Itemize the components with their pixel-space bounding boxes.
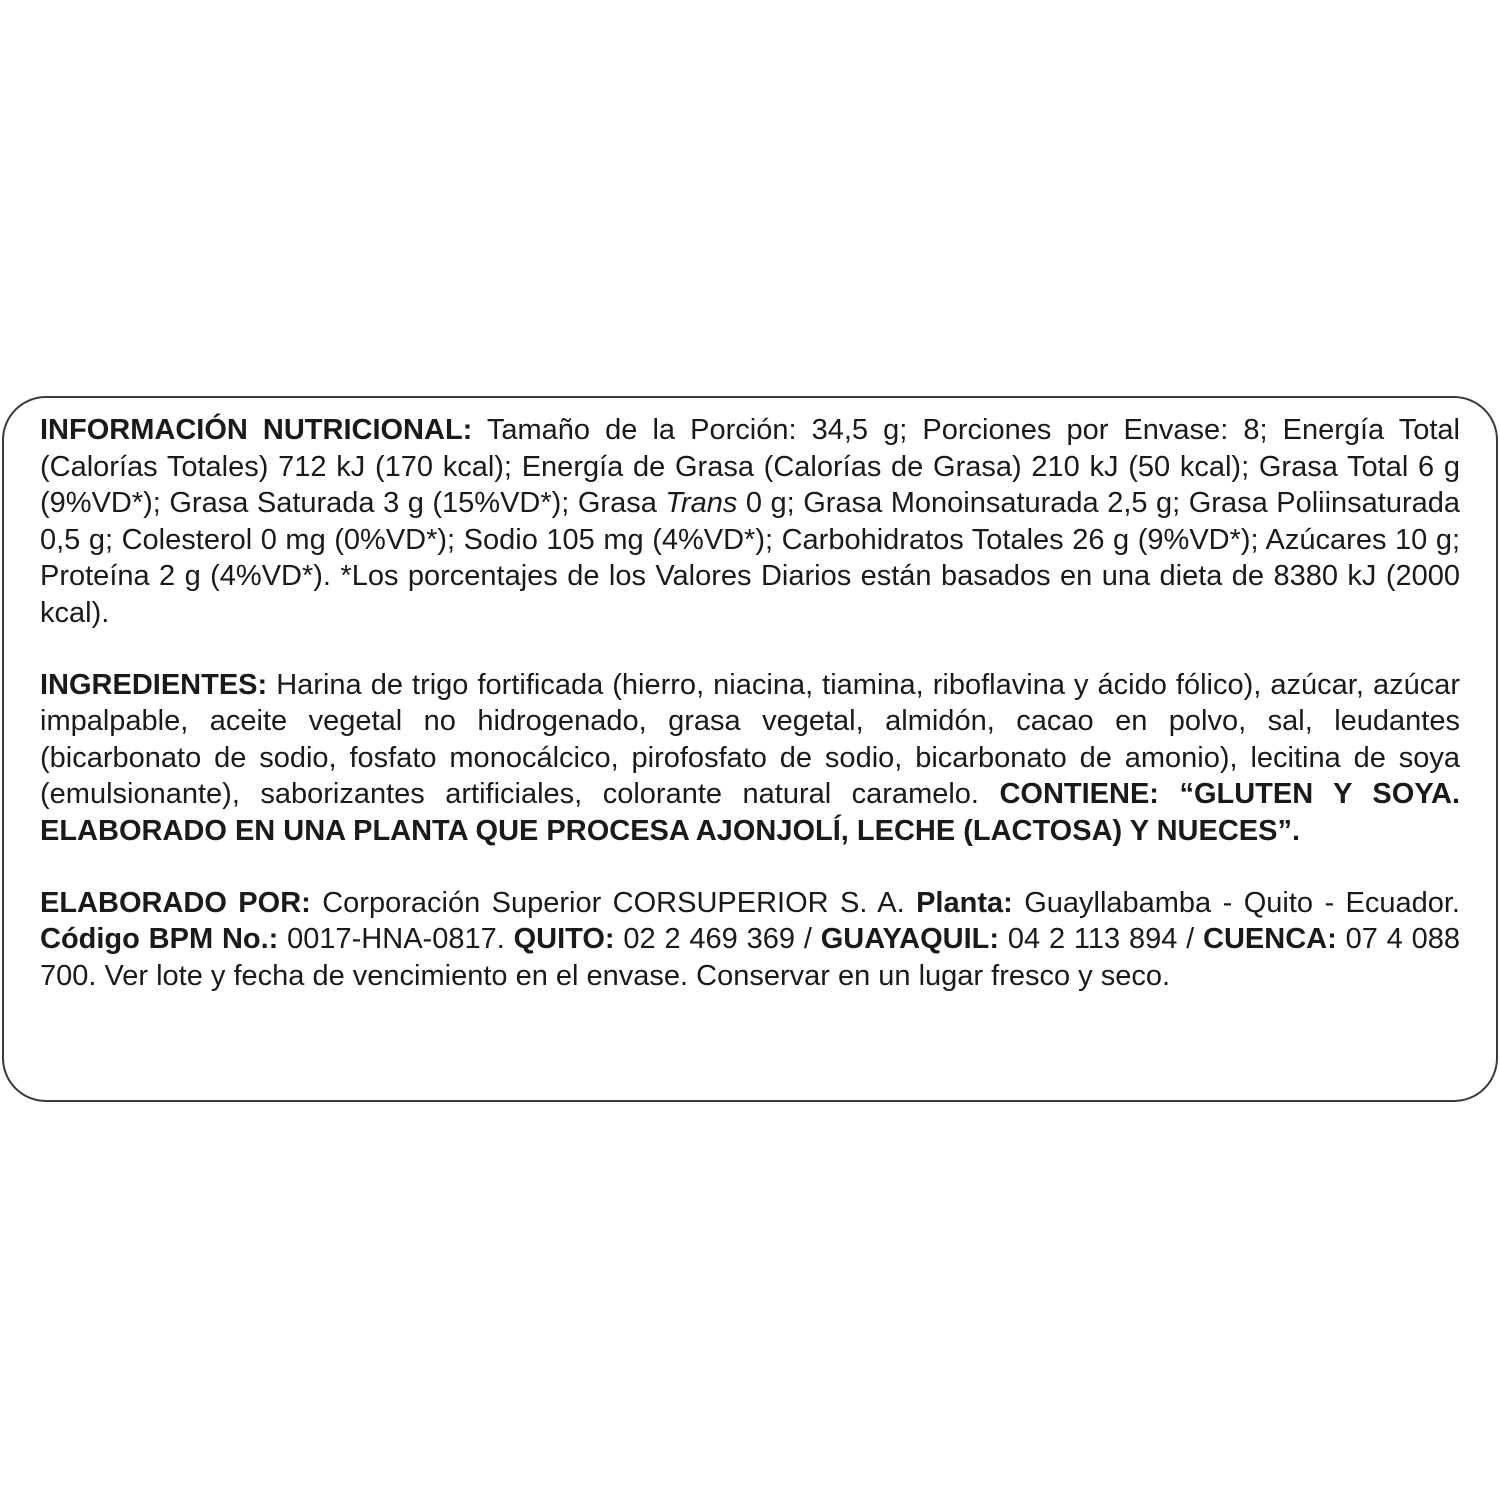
- ingredients-text: Harina de trigo fortificada (hierro, niacina, tiamina, riboflavina y ácido fólico), azúcar, azúcar impalpable, aceite vegetal no hidrogenado, grasa vegetal, almidón, cacao en polvo, sal, leudantes (bicarbonato de sodio, fosfato monocálcico, pirofosfato de sodio, bicarbonato de amonio), lecitina de soya (emulsionante), saborizantes artificiales, colorante natural caramelo.: [40, 668, 1460, 811]
- manufacturer-paragraph: [40, 885, 1460, 995]
- manufacturer-company: Corporación Superior CORSUPERIOR S. A.: [310, 886, 917, 919]
- nutrition-text-part-2: 0 g; Grasa Monoinsaturada 2,5 g; Grasa Poliinsaturada 0,5 g; Colesterol 0 mg (0%VD*); Sodio 105 mg (4%VD*); Carbohidratos Totales 26 g (9%VD*); Azúcares 10 g; Proteína 2 g (4%VD*). *Los porcentajes de los Valores Diarios están basados en una dieta de 8380 kJ (2000 kcal).: [40, 487, 1461, 629]
- guayaquil-label: GUAYAQUIL:: [820, 923, 1000, 956]
- nutrition-label-panel: [2, 396, 1498, 1102]
- cuenca-label: CUENCA:: [1203, 923, 1337, 956]
- bpm-label: Código BPM No.:: [40, 923, 279, 956]
- bpm-value: 0017-HNA-0817.: [278, 923, 514, 956]
- ingredients-heading: INGREDIENTES:: [40, 668, 268, 701]
- label-content: [40, 412, 1460, 994]
- nutrition-text-part-1: Tamaño de la Porción: 34,5 g; Porciones por Envase: 8; Energía Total (Calorías Totales) 712 kJ (170 kcal); Energía de Grasa (Calorías de Grasa) 210 kJ (50 kcal); Grasa Total 6 g (9%VD*); Grasa Saturada 3 g (15%VD*); Grasa: [40, 414, 1460, 520]
- guayaquil-phone: 04 2 113 894 /: [999, 923, 1204, 956]
- quito-phone: 02 2 469 369 /: [614, 923, 821, 956]
- nutrition-heading: INFORMACIÓN NUTRICIONAL:: [40, 414, 473, 446]
- allergen-warning: CONTIENE: “GLUTEN Y SOYA. ELABORADO EN UNA PLANTA QUE PROCESA AJONJOLÍ, LECHE (LACTOSA) Y NUECES”.: [40, 778, 1460, 847]
- nutrition-info-paragraph: [40, 412, 1460, 632]
- plant-value: Guayllabamba - Quito - Ecuador.: [1012, 886, 1460, 919]
- storage-text: Ver lote y fecha de vencimiento en el envase. Conservar en un lugar fresco y seco.: [104, 959, 1171, 992]
- ingredients-paragraph: [40, 667, 1460, 850]
- cuenca-phone: 07 4 088 700.: [40, 923, 1460, 992]
- quito-label: QUITO:: [513, 923, 615, 956]
- plant-label: Planta:: [916, 886, 1013, 919]
- trans-word: Trans: [665, 487, 738, 520]
- manufacturer-heading: ELABORADO POR:: [40, 886, 311, 919]
